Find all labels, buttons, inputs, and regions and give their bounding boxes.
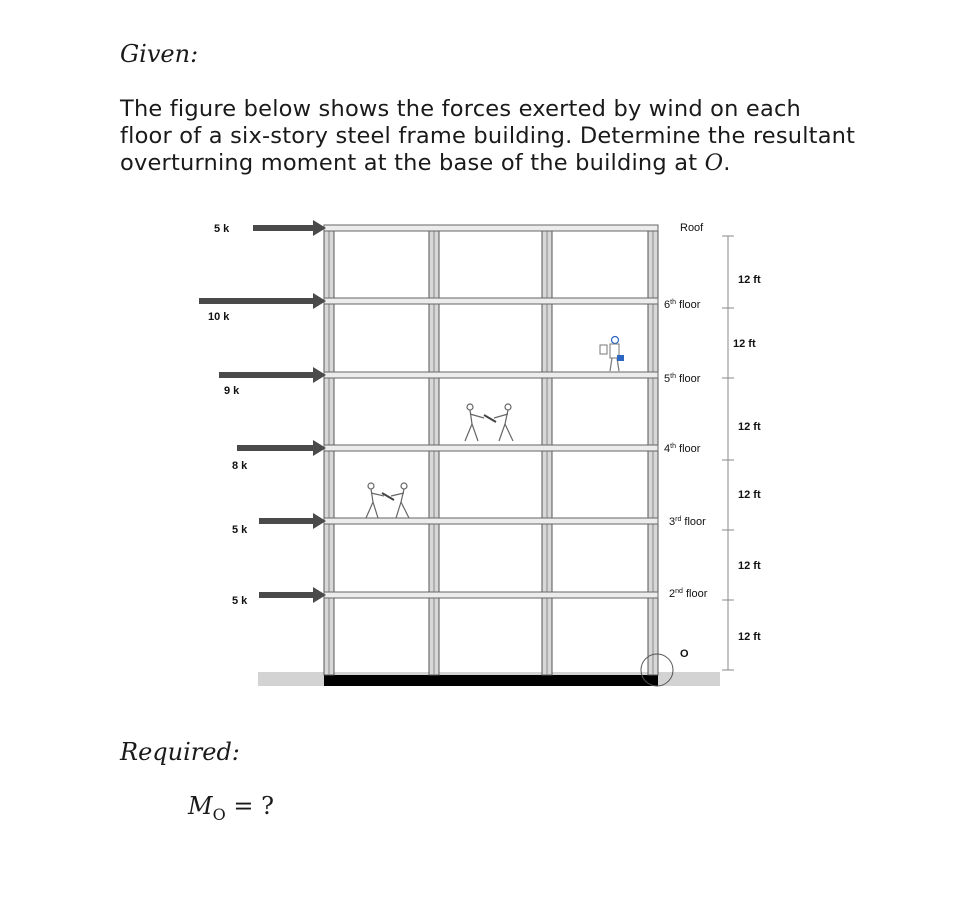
force-label-3rd: 5 k [232, 524, 248, 536]
wind-forces [199, 220, 326, 603]
floor-5th-rest: floor [675, 373, 701, 385]
spacing-label-3: 12 ft [738, 421, 761, 433]
spacing-label-1: 12 ft [738, 274, 761, 286]
force-arrow-2nd [259, 587, 326, 603]
floor-2nd-num: 2 [669, 588, 676, 600]
beam-roof [324, 225, 658, 231]
floor-6th-sup: th [670, 299, 676, 306]
foundation-slab [324, 675, 658, 686]
beam-4th [324, 445, 658, 451]
given-heading: Given: [120, 40, 199, 68]
required-equation [188, 792, 274, 824]
beam-2nd [324, 592, 658, 598]
beam-5th [324, 372, 658, 378]
force-arrow-roof [253, 220, 326, 236]
floor-4th-sup: th [670, 443, 676, 450]
dimension-line [722, 236, 734, 670]
floor-label-5th [664, 373, 701, 385]
beam-3rd [324, 518, 658, 524]
floor-6th-num: 6 [664, 299, 671, 311]
floor-label-roof: Roof [680, 222, 704, 234]
floor-label-4th [664, 443, 701, 455]
spacing-label-6: 12 ft [738, 631, 761, 643]
force-label-6th: 10 k [208, 311, 230, 323]
floor-label-6th [664, 299, 701, 311]
floor-4th-rest: floor [675, 443, 701, 455]
problem-text-end: . [723, 150, 731, 176]
origin-label: O [680, 648, 689, 660]
workers-upper-floor-icon [465, 404, 513, 441]
point-o-label: O [704, 150, 724, 176]
force-label-5th: 9 k [224, 385, 240, 397]
engineer-with-briefcase-icon [600, 337, 624, 372]
floor-3rd-num: 3 [669, 516, 676, 528]
force-arrow-6th [199, 293, 326, 309]
floor-beams [324, 225, 658, 598]
floor-label-3rd [669, 516, 706, 528]
spacing-label-5: 12 ft [738, 560, 761, 572]
floor-2nd-sup: nd [675, 588, 683, 595]
equation-rest: = ? [225, 792, 274, 820]
floor-3rd-rest: floor [681, 516, 706, 528]
force-label-2nd: 5 k [232, 595, 248, 607]
spacing-label-2: 12 ft [733, 338, 756, 350]
beam-6th [324, 298, 658, 304]
floor-label-2nd [669, 588, 708, 600]
force-arrow-3rd [259, 513, 326, 529]
force-label-4th: 8 k [232, 460, 248, 472]
force-arrow-5th [219, 367, 326, 383]
floor-2nd-rest: floor [682, 588, 708, 600]
moment-symbol: M [188, 792, 213, 820]
force-label-roof: 5 k [214, 223, 230, 235]
force-arrow-4th [237, 440, 326, 456]
floor-5th-num: 5 [664, 373, 671, 385]
floor-6th-rest: floor [675, 299, 701, 311]
workers-carrying-beam-icon [366, 483, 409, 518]
spacing-label-4: 12 ft [738, 489, 761, 501]
required-heading: Required: [120, 738, 240, 766]
floor-3rd-sup: rd [675, 516, 682, 523]
floor-4th-num: 4 [664, 443, 671, 455]
problem-text-main: The figure below shows the forces exerted by wind on each floor of a six-story steel frame building. Determine the resultant overturning moment at the base of the building at [120, 96, 856, 176]
floor-5th-sup: th [670, 373, 676, 380]
moment-subscript: O [212, 804, 226, 824]
